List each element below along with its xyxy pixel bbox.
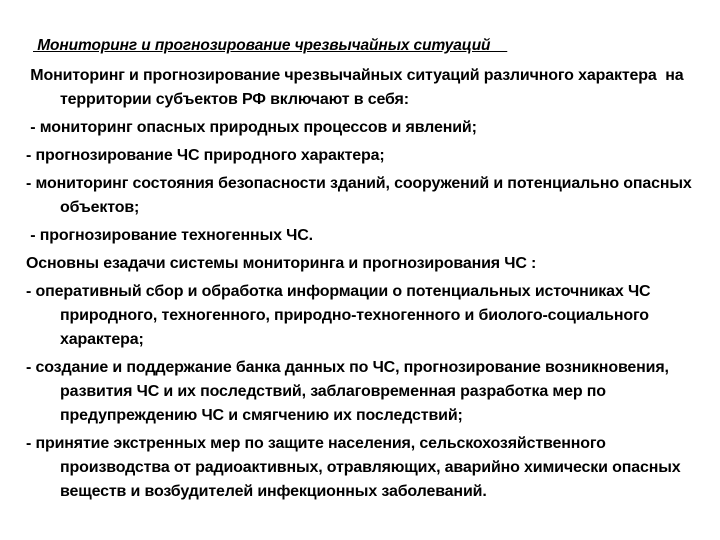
list-item: - прогнозирование техногенных ЧС. (26, 227, 313, 244)
list-item: - мониторинг опасных природных процессов и явлений; (26, 119, 477, 136)
list-item: - создание и поддержание банка данных по ЧС, прогнозирование возникновения, развития ЧС и их последствий, заблаговременная разработка мер по предупреждению ЧС и смягчению их последствий; (26, 359, 674, 424)
list-item: - оперативный сбор и обработка информации о потенциальных источниках ЧС природного, техногенного, природно-техногенного и биолого-социального характера; (26, 283, 655, 348)
slide-body (26, 64, 706, 508)
list-item: - принятие экстренных мер по защите населения, сельскохозяйственного производства от радиоактивных, отравляющих, аварийно химически опасных веществ и возбудителей инфекционных заболеваний. (26, 435, 685, 500)
intro-paragraph: Мониторинг и прогнозирование чрезвычайных ситуаций различного характера на территории субъектов РФ включают в себя: (26, 67, 688, 108)
list-item: - прогнозирование ЧС природного характера; (26, 147, 385, 164)
list-item: - мониторинг состояния безопасности зданий, сооружений и потенциально опасных объектов; (26, 175, 696, 216)
section-heading: Основны езадачи системы мониторинга и прогнозирования ЧС : (26, 255, 537, 272)
slide-title: Мониторинг и прогнозирование чрезвычайных ситуаций (33, 37, 508, 54)
